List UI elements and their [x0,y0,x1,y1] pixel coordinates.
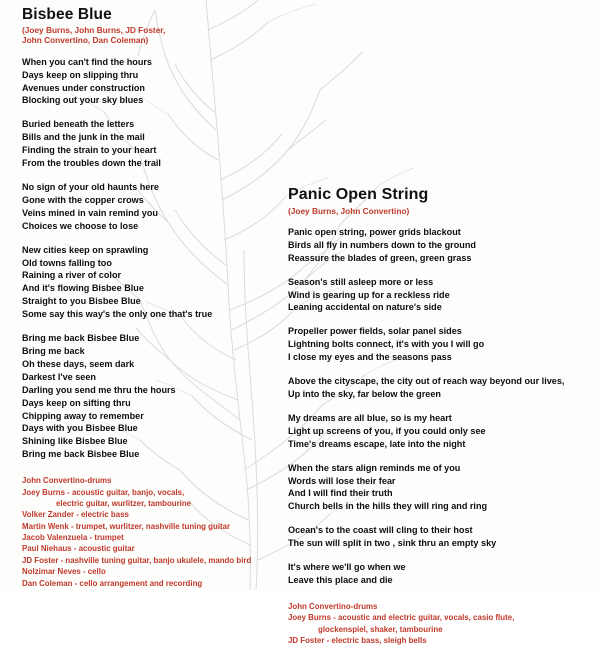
lyric-line: Panic open string, power grids blackout [288,226,461,237]
lyric-stanza [22,56,282,108]
lyric-line: From the troubles down the trail [22,158,161,169]
lyric-line: And I will find their truth [288,488,393,499]
lyric-line: Choices we choose to lose [22,220,139,231]
lyric-line: Days keep on slipping thru [22,69,139,80]
lyric-line: Finding the strain to your heart [22,145,157,156]
lyric-line: Season's still asleep more or less [288,276,434,287]
lyric-stanza [288,276,588,315]
lyric-line: Straight to you Bisbee Blue [22,296,141,307]
lyric-line: Reassure the blades of green, green grass [288,252,472,263]
lyric-stanza [22,332,282,461]
personnel-line: electric guitar, wurlitzer, tambourine [56,498,192,508]
lyric-line: Buried beneath the letters [22,119,135,130]
lyric-line: Bring me back Bisbee Blue [22,449,140,460]
personnel-line: John Convertino-drums [288,601,378,611]
song-column-left [22,6,282,589]
lyric-stanza [288,375,588,401]
lyric-stanza [288,325,588,364]
lyric-stanza [22,118,282,170]
page-title: Panic Open String [288,186,429,203]
lyric-line: Darling you send me thru the hours [22,384,176,395]
lyric-line: Bring me back [22,345,85,356]
lyric-line: Some say this way's the only one that's true [22,309,213,320]
lyric-line: Veins mined in vain remind you [22,207,158,218]
lyric-line: Wind is gearing up for a reckless ride [288,289,450,300]
lyric-line: Avenues under construction [22,82,145,93]
lyric-line: Above the cityscape, the city out of reach way beyond our lives, [288,376,565,387]
personnel-line: Joey Burns - acoustic and electric guitar, vocals, casio flute, [288,613,515,623]
personnel-line: JD Foster - electric bass, sleigh bells [288,636,427,646]
personnel-line: Paul Niehaus - acoustic guitar [22,544,135,554]
credit-line: John Convertino, Dan Coleman) [22,35,149,46]
lyric-line: Old towns falling too [22,257,112,268]
credit-line: (Joey Burns, John Burns, JD Foster, [22,25,166,36]
personnel-line: Nolzimar Neves - cello [22,567,106,577]
personnel-list [288,601,588,646]
lyric-line: Time's dreams escape, late into the night [288,438,466,449]
lyric-line: Light up screens of you, if you could only see [288,425,486,436]
lyric-line: Leaning accidental on nature's side [288,302,442,313]
lyric-line: Bills and the junk in the mail [22,132,145,143]
lyric-line: Lightning bolts connect, it's with you I will go [288,339,485,350]
personnel-line: Martin Wenk - trumpet, wurlitzer, nashville tuning guitar [22,521,231,531]
lyric-line: Days with you Bisbee Blue [22,423,138,434]
lyric-line: And it's flowing Bisbee Blue [22,283,144,294]
lyric-line: Gone with the copper crows [22,194,144,205]
lyric-line: Propeller power fields, solar panel sides [288,326,462,337]
lyric-line: Up into the sky, far below the green [288,389,441,400]
lyric-stanza [288,462,588,514]
lyric-line: No sign of your old haunts here [22,182,159,193]
lyric-line: When you can't find the hours [22,56,152,67]
personnel-line: Dan Coleman - cello arrangement and recording [22,578,203,588]
personnel-line: John Convertino-drums [22,476,112,486]
personnel-line: JD Foster - nashville tuning guitar, banjo ukulele, mando bird [22,555,252,565]
lyric-line: Words will lose their fear [288,475,396,486]
personnel-line: glockenspiel, shaker, tambourine [318,624,443,634]
personnel-list [22,475,282,589]
lyric-line: The sun will split in two , sink thru an empty sky [288,538,497,549]
lyric-line: Shining like Bisbee Blue [22,436,128,447]
lyric-line: My dreams are all blue, so is my heart [288,412,452,423]
lyric-stanza [22,244,282,321]
personnel-line: Jacob Valenzuela - trumpet [22,533,124,543]
lyric-line: Birds all fly in numbers down to the ground [288,239,476,250]
lyric-stanza [288,561,588,587]
lyric-line: Darkest I've seen [22,371,96,382]
lyric-stanza [288,412,588,451]
lyric-line: Bring me back Bisbee Blue [22,333,140,344]
lyric-line: I close my eyes and the seasons pass [288,352,452,363]
page-title: Bisbee Blue [22,6,112,23]
lyric-line: Days keep on sifting thru [22,397,131,408]
lyric-line: Leave this place and die [288,574,393,585]
song-credits [22,25,282,46]
lyric-line: Blocking out your sky blues [22,95,144,106]
credit-line: (Joey Burns, John Convertino) [288,205,410,216]
personnel-line: Joey Burns - acoustic guitar, banjo, vocals, [22,487,185,497]
song-credits [288,206,588,216]
lyric-line: It's where we'll go when we [288,562,406,573]
personnel-line: Volker Zander - electric bass [22,510,129,520]
lyric-stanza [22,181,282,233]
song-column-right [288,186,588,646]
lyric-line: When the stars align reminds me of you [288,462,461,473]
lyric-line: Church bells in the hills they will ring and ring [288,501,488,512]
lyric-line: Ocean's to the coast will cling to their host [288,525,473,536]
lyric-line: Oh these days, seem dark [22,358,135,369]
lyric-line: New cities keep on sprawling [22,244,149,255]
lyric-stanza [288,524,588,550]
lyric-stanza [288,226,588,265]
lyric-line: Raining a river of color [22,270,122,281]
lyric-line: Chipping away to remember [22,410,144,421]
